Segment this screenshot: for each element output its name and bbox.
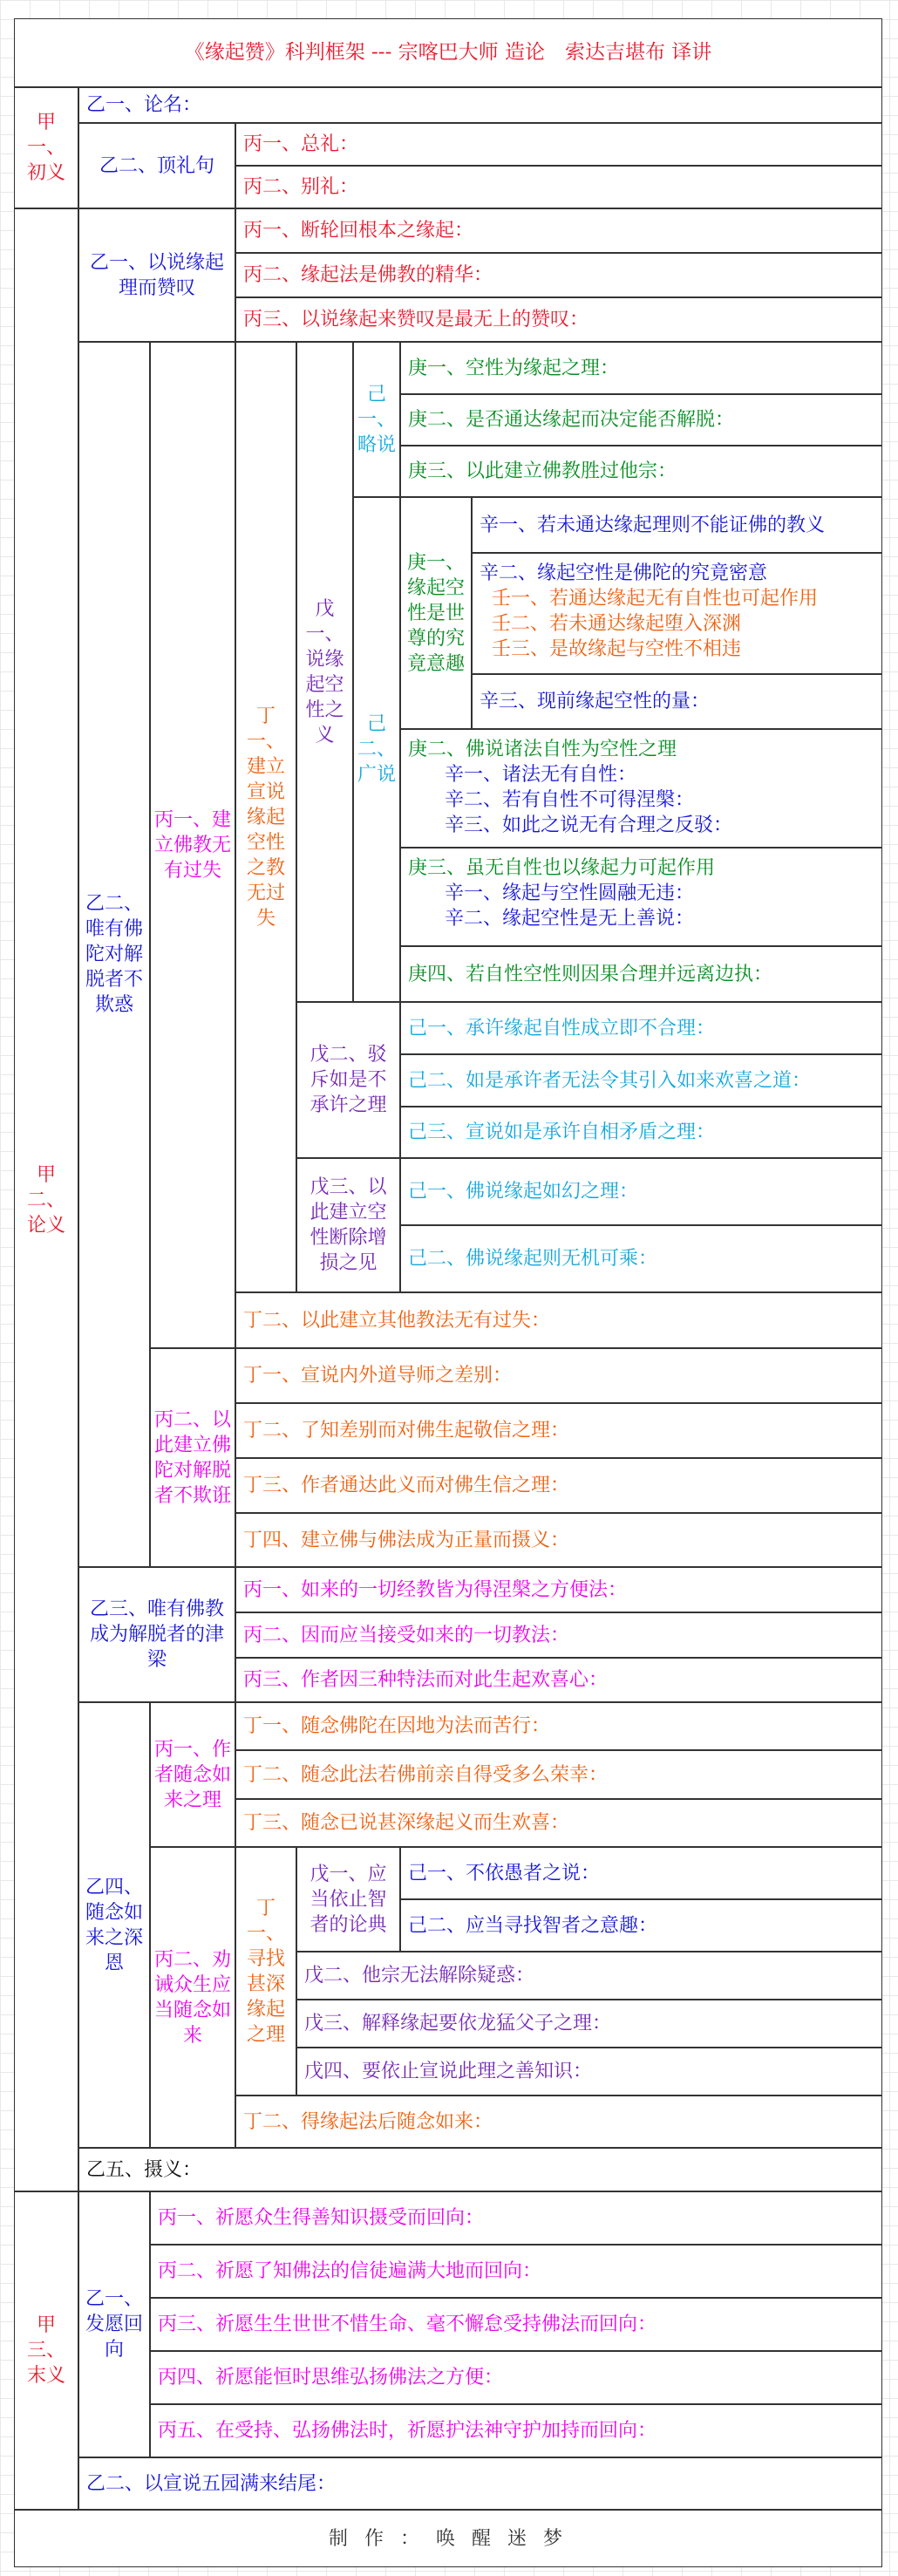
- bing2-ding1: 丁一、宣说内外道导师之差别：: [235, 1348, 882, 1403]
- geng2-xin3: 辛三、如此之说无有合理之反驳：: [445, 814, 733, 836]
- yi4-wu2: 戊二、他宗无法解除疑惑：: [296, 1952, 882, 2000]
- geng3-block: [400, 848, 882, 946]
- jia2-yi4: 乙四、随念如来之深恩: [78, 1702, 150, 2148]
- bing2-ding4: 丁四、建立佛与佛法成为正量而摄义：: [235, 1513, 882, 1567]
- xin2-ren3: 壬三、是故缘起与空性不相违: [492, 638, 742, 660]
- ji1-geng2: 庚二、是否通达缘起而决定能否解脱：: [400, 394, 882, 446]
- geng1-xin2-block: [472, 553, 882, 674]
- yi4-bing1-ding1: 丁一、随念佛陀在因地为法而苦行：: [235, 1702, 882, 1750]
- yi2-ding2: 丁二、以此建立其他教法无有过失：: [235, 1292, 882, 1348]
- wu1-ji2: 己二、应当寻找智者之意趣：: [400, 1899, 882, 1952]
- bing2-ding2: 丁二、了知差别而对佛生起敬信之理：: [235, 1403, 882, 1458]
- wu3-ji2: 己二、佛说缘起则无机可乘：: [400, 1225, 882, 1292]
- yi4-wu4: 戊四、要依止宣说此理之善知识：: [296, 2048, 882, 2096]
- xin2-ren1: 壬一、若通达缘起无有自性也可起作用: [492, 588, 819, 610]
- jia1-yi1: 乙一、论名：: [78, 87, 882, 123]
- geng2-block: [400, 729, 882, 848]
- yi2-ding1: 丁一、建立宣说缘起空性之教无过失: [235, 342, 296, 1292]
- wu3-ji1: 己一、佛说缘起如幻之理：: [400, 1158, 882, 1225]
- geng3-xin2: 辛二、缘起空性是无上善说：: [445, 908, 695, 930]
- jia1-label: 甲一、初义: [14, 87, 78, 208]
- footer-credit: 制 作 ： 唤 醒 迷 梦: [14, 2510, 882, 2567]
- jia3-bing4: 丙四、祈愿能恒时思维弘扬佛法之方便：: [150, 2351, 882, 2404]
- yi2-wu2: 戊二、驳斥如是不承许之理: [296, 1002, 400, 1158]
- geng4: 庚四、若自性空性则因果合理并远离边执：: [400, 946, 882, 1002]
- geng3-xin1: 辛一、缘起与空性圆融无违：: [445, 883, 695, 904]
- jia3-bing5: 丙五、在受持、弘扬佛法时，祈愿护法神守护加持而回向：: [150, 2404, 882, 2457]
- jia2-yi3: 乙三、唯有佛教成为解脱者的津梁: [78, 1567, 235, 1702]
- ji1-geng1: 庚一、空性为缘起之理：: [400, 342, 882, 394]
- jia1-yi2: 乙二、顶礼句: [78, 123, 235, 208]
- geng1-xin3: 辛三、现前缘起空性的量：: [472, 674, 882, 729]
- yi4-bing1-ding3: 丁三、随念已说甚深缘起义而生欢喜：: [235, 1799, 882, 1847]
- yi2-wu1: 戊一、说缘起空性之义: [296, 342, 353, 1002]
- yi3-bing1: 丙一、如来的一切经教皆为得涅槃之方便法：: [235, 1567, 882, 1612]
- ji1-brief: 己一、略说: [353, 342, 400, 497]
- jia3-yi2: 乙二、以宣说五园满来结尾：: [78, 2457, 882, 2510]
- geng2-xin1: 辛一、诸法无有自性：: [445, 764, 637, 786]
- yi4-ding1: 丁一、寻找甚深缘起之理: [235, 1847, 296, 2096]
- yi2-bing1: 丙一、建立佛教无有过失: [150, 342, 235, 1348]
- geng2: 庚二、佛说诸法自性为空性之理: [408, 739, 677, 760]
- geng1-xin2: 辛二、缘起空性是佛陀的究竟密意: [480, 562, 768, 584]
- yi4-bing1: 丙一、作者随念如来之理: [150, 1702, 235, 1847]
- jia3-yi1: 乙一、发愿回向: [78, 2191, 150, 2457]
- jia2-yi5: 乙五、摄义：: [78, 2148, 882, 2191]
- geng3: 庚三、虽无自性也以缘起力可起作用: [408, 857, 716, 879]
- yi4-ding2: 丁二、得缘起法后随念如来：: [235, 2096, 882, 2148]
- wu2-ji2: 己二、如是承许者无法令其引入如来欢喜之道：: [400, 1054, 882, 1107]
- wu2-ji3: 己三、宣说如是承许自相矛盾之理：: [400, 1107, 882, 1158]
- geng1-xin1: 辛一、若未通达缘起理则不能证佛的教义: [472, 497, 882, 553]
- ji2-geng1: 庚一、缘起空性是世尊的究竟意趣: [400, 497, 472, 729]
- jia2-yi2: 乙二、唯有佛陀对解脱者不欺惑: [78, 342, 150, 1567]
- ji1-geng3: 庚三、以此建立佛教胜过他宗：: [400, 446, 882, 497]
- wu2-ji1: 己一、承许缘起自性成立即不合理：: [400, 1002, 882, 1054]
- ji2-detailed: 己二、广说: [353, 497, 400, 1002]
- jia3-bing2: 丙二、祈愿了知佛法的信徒遍满大地而回向：: [150, 2245, 882, 2298]
- jia1-bing1: 丙一、总礼：: [235, 123, 882, 166]
- jia3-bing3: 丙三、祈愿生生世世不惜生命、毫不懈怠受持佛法而回向：: [150, 2298, 882, 2351]
- yi2-bing2: 丙二、以此建立佛陀对解脱者不欺诳: [150, 1348, 235, 1567]
- jia3-bing1: 丙一、祈愿众生得善知识摄受而回向：: [150, 2191, 882, 2245]
- jia2-yi1: 乙一、以说缘起理而赞叹: [78, 208, 235, 342]
- yi4-bing1-ding2: 丁二、随念此法若佛前亲自得受多么荣幸：: [235, 1750, 882, 1799]
- yi3-bing2: 丙二、因而应当接受如来的一切教法：: [235, 1612, 882, 1658]
- bing2-ding3: 丁三、作者通达此义而对佛生信之理：: [235, 1458, 882, 1513]
- yi2-wu3: 戊三、以此建立空性断除增损之见: [296, 1158, 400, 1292]
- jia2-yi1-bing1: 丙一、断轮回根本之缘起：: [235, 208, 882, 253]
- yi4-wu1: 戊一、应当依止智者的论典: [296, 1847, 400, 1952]
- yi4-bing2: 丙二、劝诫众生应当随念如来: [150, 1847, 235, 2148]
- wu1-ji1: 己一、不依愚者之说：: [400, 1847, 882, 1899]
- jia2-yi1-bing2: 丙二、缘起法是佛教的精华：: [235, 253, 882, 297]
- jia1-bing2: 丙二、别礼：: [235, 166, 882, 208]
- jia2-yi1-bing3: 丙三、以说缘起来赞叹是最无上的赞叹：: [235, 297, 882, 342]
- jia2-label: 甲二、论义: [14, 208, 78, 2191]
- xin2-ren2: 壬二、若未通达缘起堕入深渊: [492, 613, 742, 635]
- page-title: 《缘起赞》科判框架 --- 宗喀巴大师 造论 索达吉堪布 译讲: [14, 18, 882, 87]
- geng2-xin2: 辛二、若有自性不可得涅槃：: [445, 789, 695, 811]
- yi3-bing3: 丙三、作者因三种特法而对此生起欢喜心：: [235, 1658, 882, 1702]
- yi4-wu3: 戊三、解释缘起要依龙猛父子之理：: [296, 2000, 882, 2048]
- jia3-label: 甲三、末义: [14, 2191, 78, 2510]
